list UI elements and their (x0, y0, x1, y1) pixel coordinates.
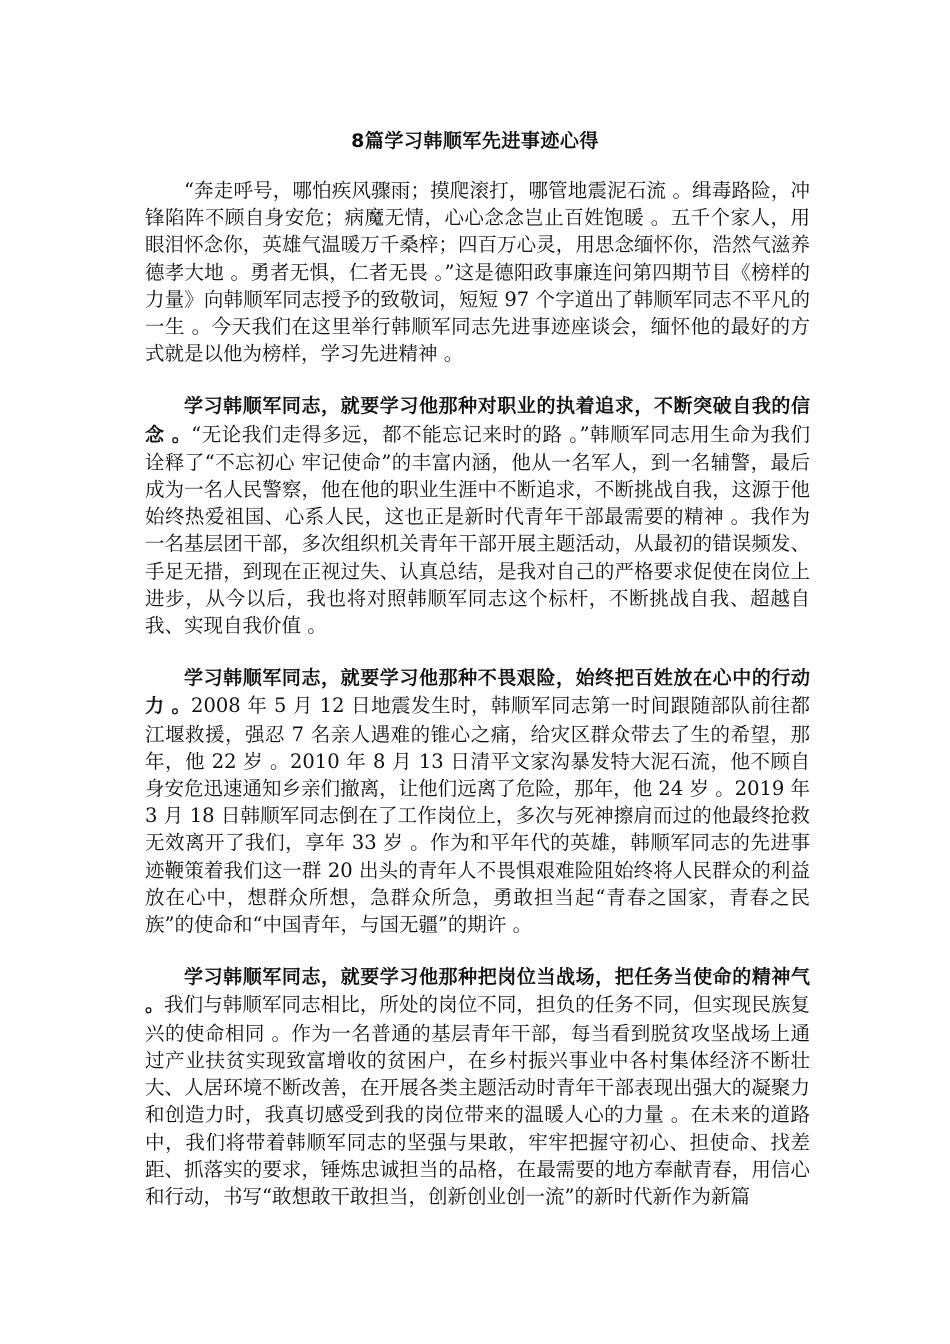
paragraph-pursuit (145, 392, 810, 639)
paragraph-lead: 学习韩顺军同志，就要学习他那种把岗位当战场，把任务当使命的精神气 。 (145, 966, 810, 1017)
document-body (145, 177, 810, 1235)
paragraph-courage (145, 664, 810, 938)
paragraph-intro (145, 177, 810, 367)
paragraph-text: 我们与韩顺军同志相比，所处的岗位不同，担负的任务不同，但实现民族复兴的使命相同 。作为一名普通的基层青年干部，每当看到脱贫攻坚战场上通过产业扶贫实现致富增收的贫困户，在乡村振兴事业中各村集体经济不断壮大、人居环境不断改善，在开展各类主题活动时青年干部表现出强大的凝聚力和创造力时，我真切感受到我的岗位带来的温暖人心的力量 。在未来的道路中，我们将带着韩顺军同志的坚强与果敢，牢牢把握守初心、担使命、找差距、抓落实的要求，锤炼忠诚担当的品格，在最需要的地方奉献青春，用信心和行动，书写“敢想敢干敢担当，创新创业创一流”的新时代新作为新篇 (145, 993, 810, 1208)
paragraph-lead: 学习韩顺军同志，就要学习他那种不畏艰险，始终把百姓放在心中的行动力 。 (145, 667, 810, 718)
paragraph-dedication (145, 963, 810, 1210)
document-title: 8篇学习韩顺军先进事迹心得 (351, 130, 599, 152)
paragraph-text: 2008 年 5 月 12 日地震发生时，韩顺军同志第一时间跟随部队前往都江堰救援，强忍 7 名亲人遇难的锥心之痛，给灾区群众带去了生的希望，那年，他 22 岁 。2010 年 8 月 13 日清平文家沟暴发特大泥石流，他不顾自身安危迅速通知乡亲们撤离，让他们远离了危险，那年，他 24 岁 。2019 年 3 月 18 日韩顺军同志倒在了工作岗位上，多次与死神擦肩而过的他最终抢救无效离开了我们，享年 33 岁 。作为和平年代的英雄，韩顺军同志的先进事迹鞭策着我们这一群 20 出头的青年人不畏惧艰难险阻始终将人民群众的利益放在心中，想群众所想，急群众所急，勇敢担当起“青春之国家，青春之民族”的使命和“中国青年，与国无疆”的期许 。 (145, 694, 810, 937)
paragraph-text: “无论我们走得多远，都不能忘记来时的路 。”韩顺军同志用生命为我们诠释了“不忘初心 牢记使命”的丰富内涵，他从一名军人，到一名辅警，最后成为一名人民警察，他在他的职业生涯中不断追求，不断挑战自我，这源于他始终热爱祖国、心系人民，这也正是新时代青年干部最需要的精神 。我作为一名基层团干部，多次组织机关青年干部开展主题活动，从最初的错误频发、手足无措，到现在正视过失、认真总结，是我对自己的严格要求促使在岗位上进步，从今以后，我也将对照韩顺军同志这个标杆，不断挑战自我、超越自我、实现自我价值 。 (145, 422, 810, 638)
paragraph-text: “奔走呼号，哪怕疾风骤雨；摸爬滚打，哪管地震泥石流 。缉毒路险，冲锋陷阵不顾自身安危；病魔无情，心心念念岂止百姓饱暖 。五千个家人，用眼泪怀念你，英雄气温暖万千桑梓；四百万心灵，用思念缅怀你，浩然气滋养德孝大地 。勇者无惧，仁者无畏 。”这是德阳政事廉连问第四期节目《榜样的力量》向韩顺军同志授予的致敬词，短短 97 个字道出了韩顺军同志不平凡的一生 。今天我们在这里举行韩顺军同志先进事迹座谈会，缅怀他的最好的方式就是以他为榜样，学习先进精神 。 (145, 179, 810, 366)
paragraph-lead: 学习韩顺军同志，就要学习他那种对职业的执着追求，不断突破自我的信念 。 (145, 395, 810, 446)
